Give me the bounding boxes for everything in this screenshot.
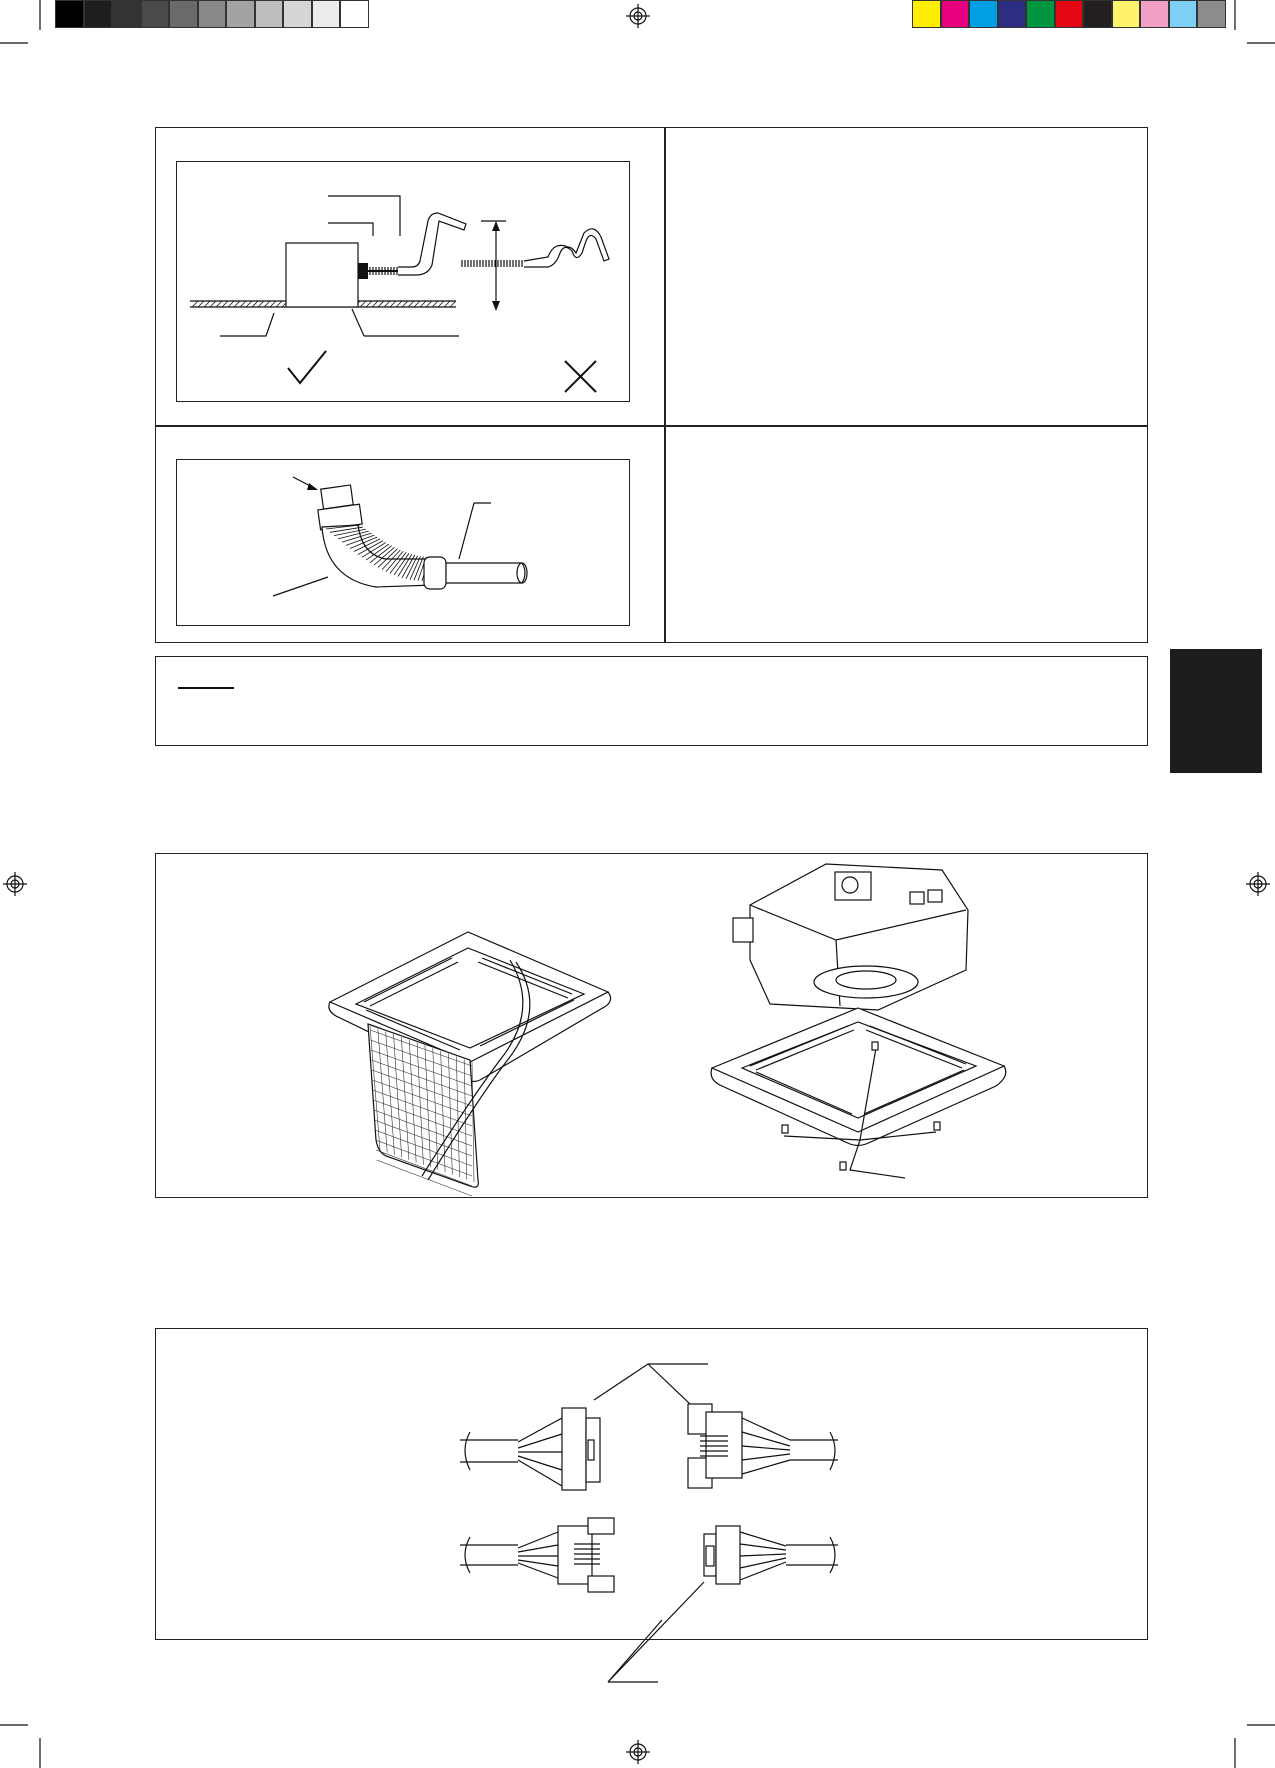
gray-swatch: [283, 0, 312, 28]
gray-swatch: [340, 0, 369, 28]
gray-swatch: [169, 0, 198, 28]
gray-swatch: [255, 0, 284, 28]
color-swatch: [998, 0, 1027, 28]
color-swatch: [969, 0, 998, 28]
color-swatch: [1083, 0, 1112, 28]
gray-swatch: [198, 0, 227, 28]
color-swatch: [1112, 0, 1141, 28]
color-swatch: [1169, 0, 1198, 28]
gray-swatch: [141, 0, 170, 28]
gray-swatch: [55, 0, 84, 28]
gray-swatch: [226, 0, 255, 28]
gray-swatch: [112, 0, 141, 28]
gray-swatch: [84, 0, 113, 28]
color-swatch: [912, 0, 941, 28]
color-swatch: [1197, 0, 1226, 28]
color-swatch: [1055, 0, 1084, 28]
color-swatch: [1140, 0, 1169, 28]
color-swatch: [1026, 0, 1055, 28]
color-swatch: [941, 0, 970, 28]
gray-swatch: [312, 0, 341, 28]
